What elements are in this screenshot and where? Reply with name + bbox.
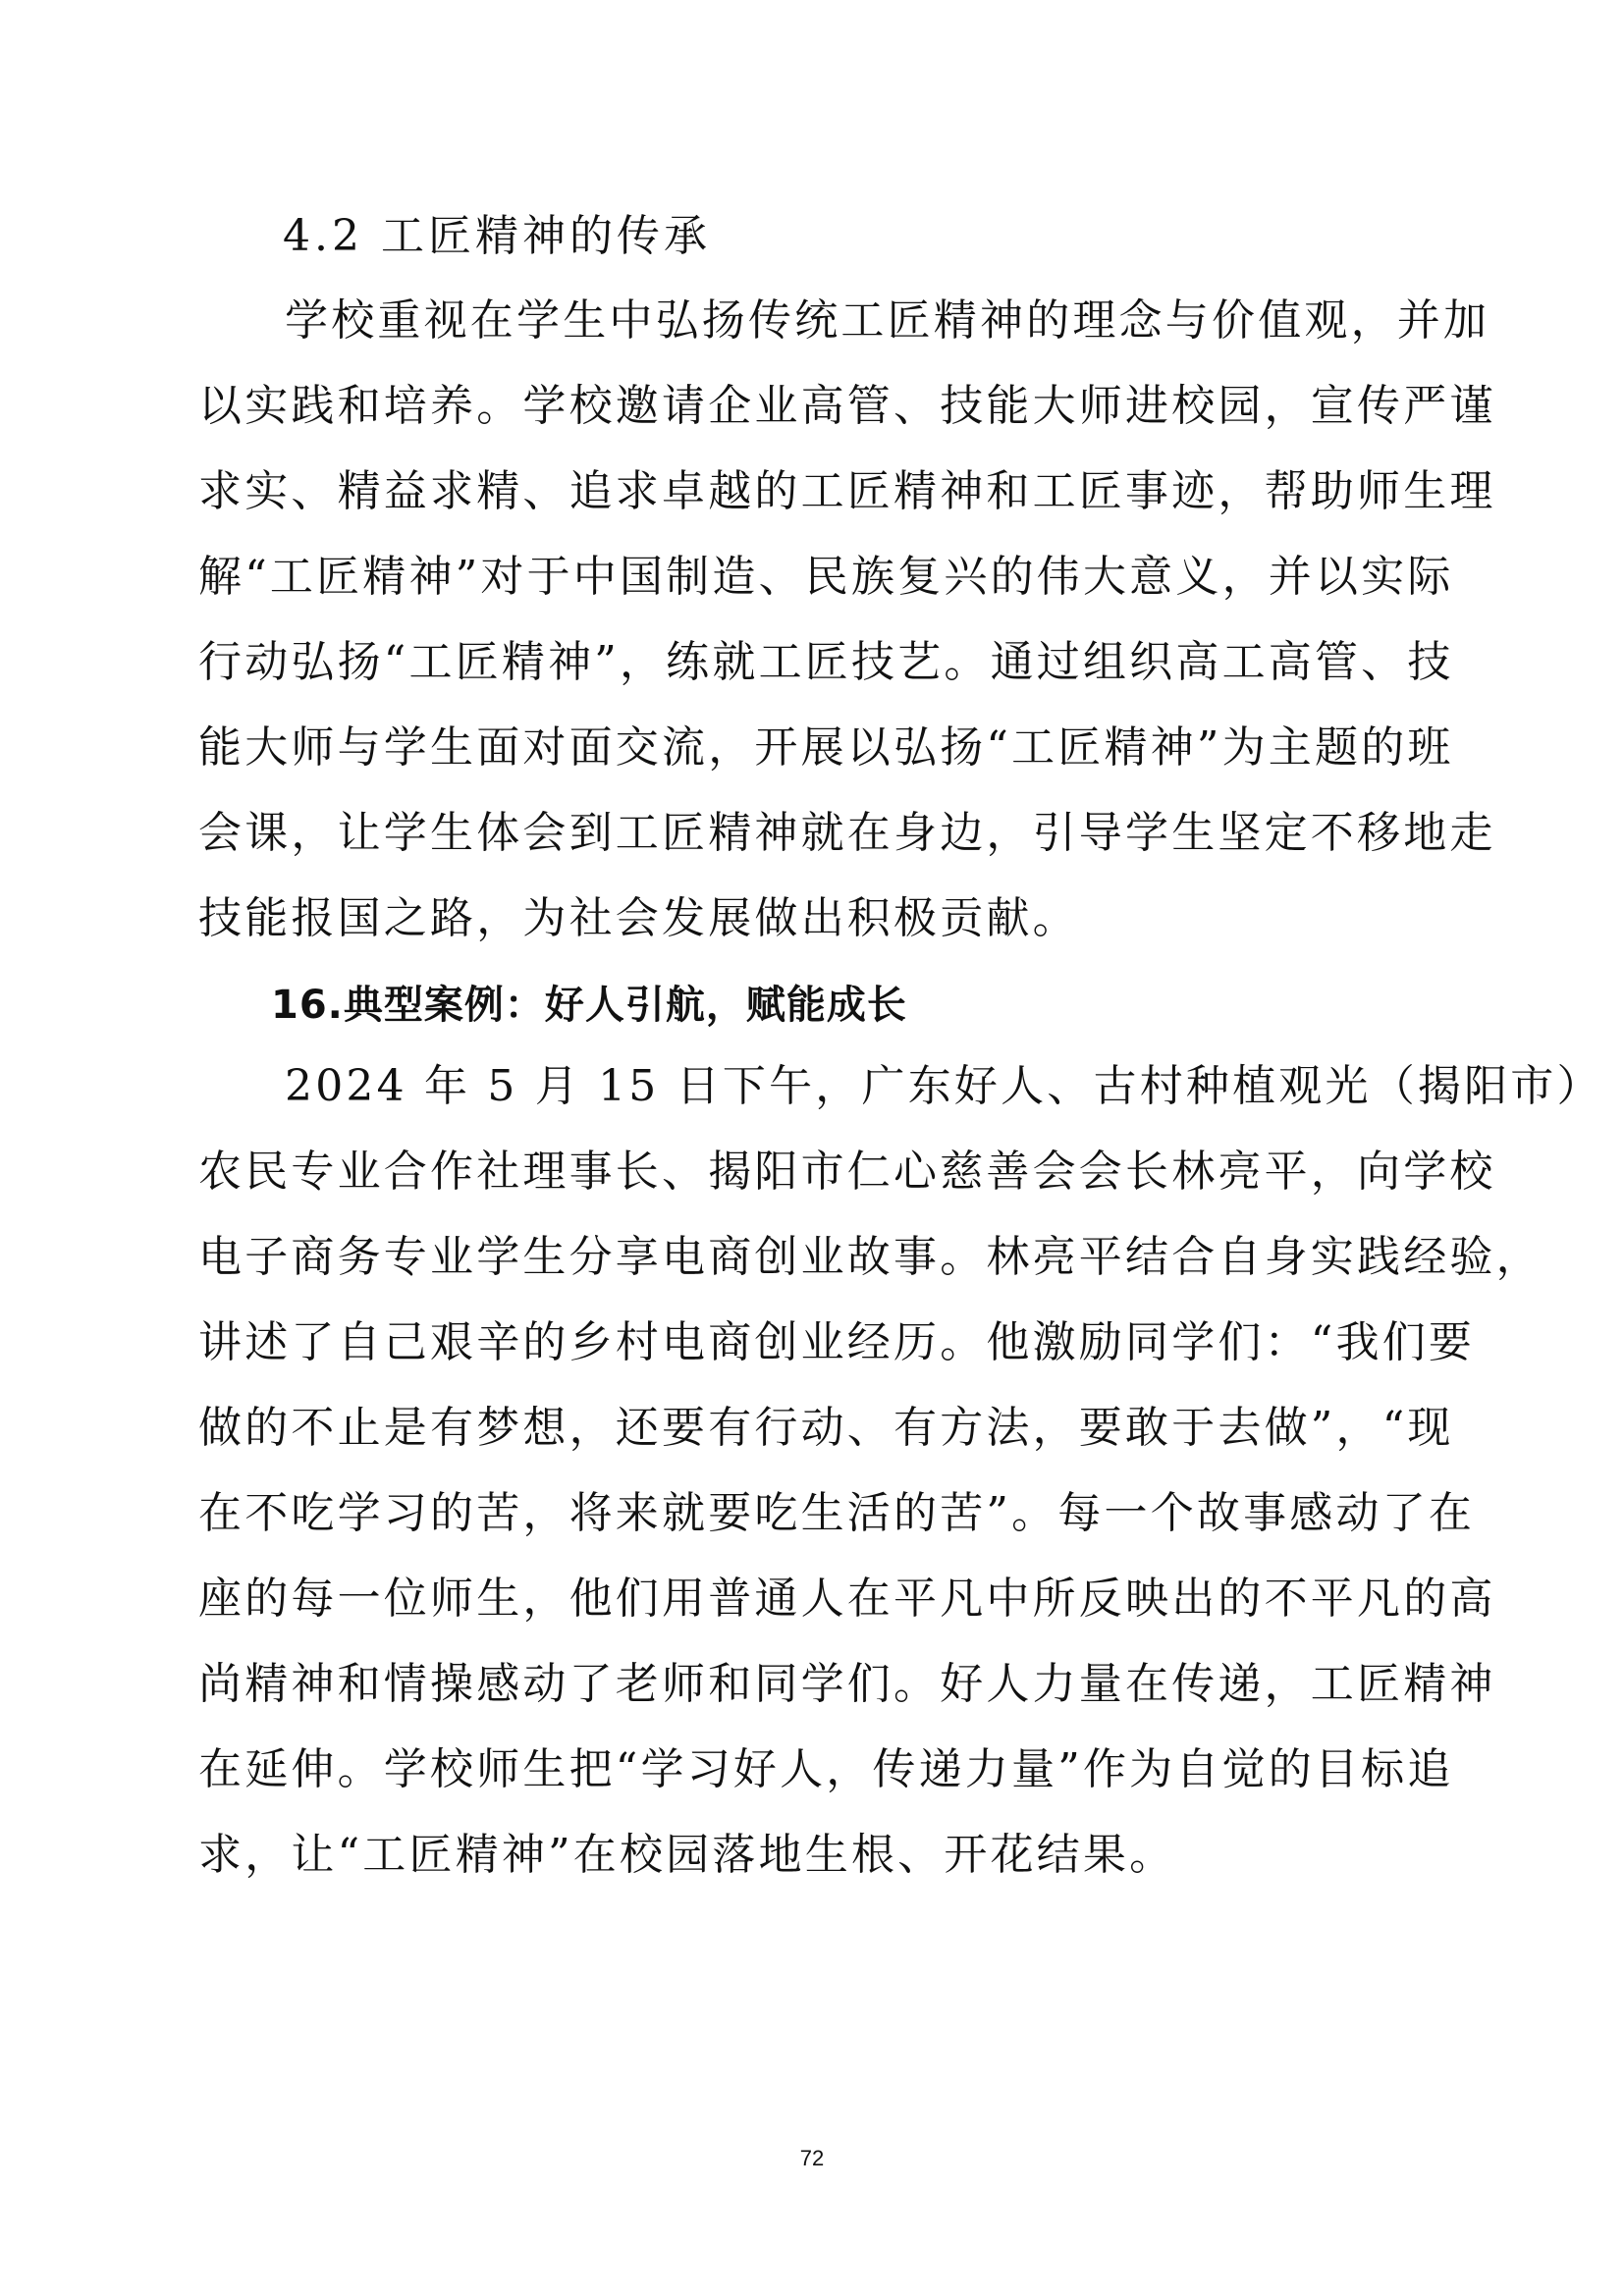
paragraph-line: 座的每一位师生，他们用普通人在平凡中所反映出的不平凡的高 <box>198 1574 1496 1624</box>
paragraph-line: 在不吃学习的苦，将来就要吃生活的苦”。每一个故事感动了在 <box>198 1488 1476 1538</box>
paragraph-line: 做的不止是有梦想，还要有行动、有方法，要敢于去做”，“现 <box>198 1403 1454 1453</box>
paragraph-line: 电子商务专业学生分享电商创业故事。林亮平结合自身实践经验， <box>198 1232 1543 1282</box>
paragraph-line: 2024 年 5 月 15 日下午，广东好人、古村种植观光（揭阳市） <box>285 1061 1603 1111</box>
paragraph-line: 尚精神和情操感动了老师和同学们。好人力量在传递，工匠精神 <box>198 1659 1496 1709</box>
paragraph-line: 讲述了自己艰辛的乡村电商创业经历。他激励同学们：“我们要 <box>198 1317 1476 1367</box>
paragraph-line: 能大师与学生面对面交流，开展以弘扬“工匠精神”为主题的班 <box>198 722 1454 773</box>
paragraph-line: 解“工匠精神”对于中国制造、民族复兴的伟大意义，并以实际 <box>198 552 1454 602</box>
paragraph-line: 行动弘扬“工匠精神”，练就工匠技艺。通过组织高工高管、技 <box>198 637 1454 687</box>
paragraph-line: 在延伸。学校师生把“学习好人，传递力量”作为自觉的目标追 <box>198 1744 1454 1794</box>
section-heading: 4.2 工匠精神的传承 <box>283 211 711 261</box>
paragraph-line: 学校重视在学生中弘扬传统工匠精神的理念与价值观，并加 <box>285 295 1490 346</box>
case-heading: 16.典型案例：好人引航，赋能成长 <box>271 983 907 1028</box>
paragraph-line: 农民专业合作社理事长、揭阳市仁心慈善会会长林亮平，向学校 <box>198 1147 1496 1197</box>
page-number: 72 <box>799 2146 825 2170</box>
paragraph-line: 技能报国之路，为社会发展做出积极贡献。 <box>198 893 1079 943</box>
paragraph-line: 求，让“工匠精神”在校园落地生根、开花结果。 <box>198 1830 1176 1880</box>
paragraph-line: 求实、精益求精、追求卓越的工匠精神和工匠事迹，帮助师生理 <box>198 466 1496 516</box>
paragraph-line: 会课，让学生体会到工匠精神就在身边，引导学生坚定不移地走 <box>198 808 1496 858</box>
paragraph-line: 以实践和培养。学校邀请企业高管、技能大师进校园，宣传严谨 <box>198 381 1496 431</box>
